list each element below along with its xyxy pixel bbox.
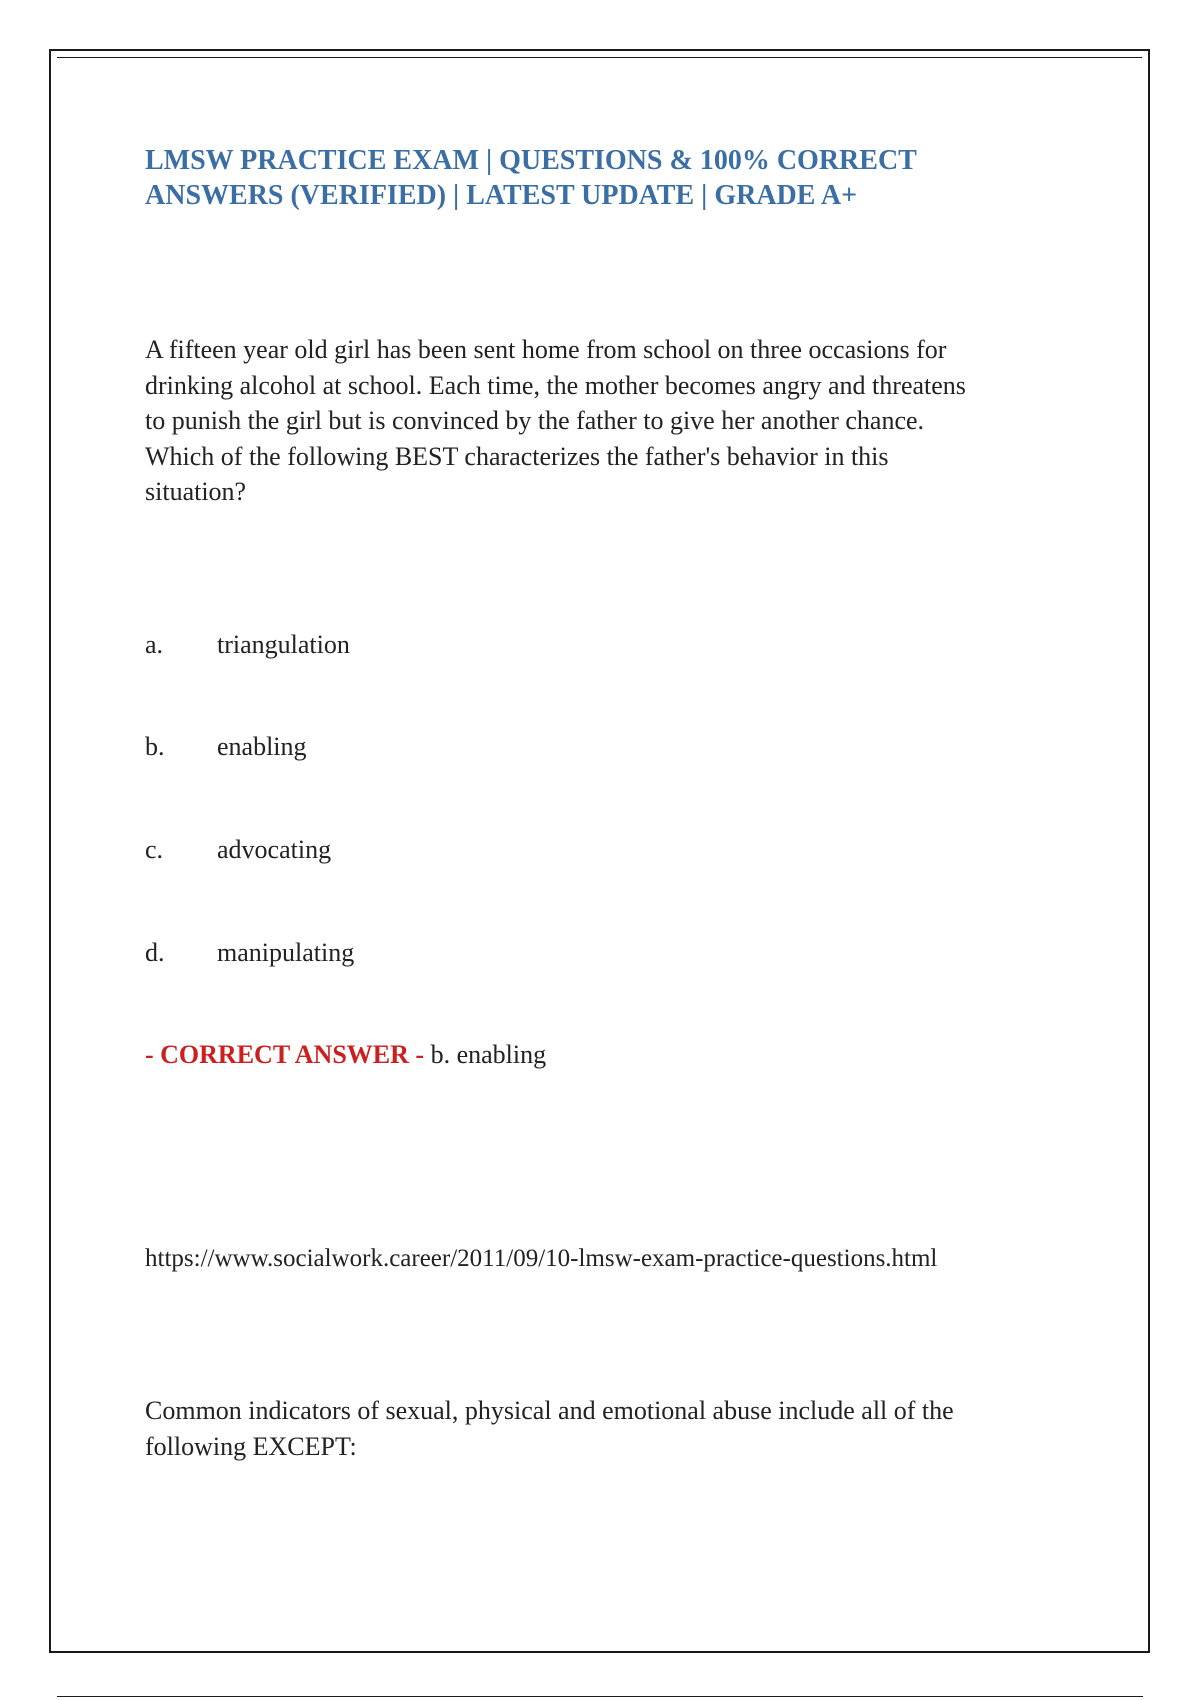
- title-line-1: LMSW PRACTICE EXAM | QUESTIONS & 100% CORRECT: [145, 145, 917, 176]
- question-2-text: [145, 1393, 1045, 1464]
- option-b: [145, 730, 845, 764]
- option-letter: d.: [145, 938, 165, 967]
- option-text: triangulation: [217, 630, 350, 659]
- option-c: [145, 833, 845, 867]
- question-1-line: to punish the girl but is convinced by the father to give her another chance.: [145, 406, 925, 435]
- option-d: [145, 936, 845, 970]
- question-2-line: Common indicators of sexual, physical and emotional abuse include all of the: [145, 1396, 954, 1425]
- question-2-line: following EXCEPT:: [145, 1431, 357, 1461]
- source-url: https://www.socialwork.career/2011/09/10-lmsw-exam-practice-questions.html: [145, 1245, 938, 1272]
- option-text: manipulating: [217, 938, 355, 967]
- document-title: [145, 143, 1045, 213]
- option-text: advocating: [217, 835, 332, 864]
- question-1-line: situation?: [145, 477, 247, 506]
- title-line-2: ANSWERS (VERIFIED) | LATEST UPDATE | GRADE A+: [145, 180, 858, 211]
- option-letter: a.: [145, 630, 164, 659]
- top-rule: [57, 57, 1142, 58]
- option-letter: b.: [145, 732, 165, 761]
- question-1-line: A fifteen year old girl has been sent home from school on three occasions for: [145, 335, 947, 364]
- question-1-line: drinking alcohol at school. Each time, the mother becomes angry and threatens: [145, 370, 966, 400]
- option-letter: c.: [145, 835, 164, 864]
- bottom-rule: [57, 1696, 1143, 1697]
- question-1-line: Which of the following BEST characterizes the father's behavior in this: [145, 441, 889, 471]
- option-a: [145, 628, 845, 662]
- correct-answer: [145, 1038, 945, 1072]
- correct-answer-label: - CORRECT ANSWER -: [145, 1040, 425, 1069]
- option-text: enabling: [217, 732, 307, 761]
- question-1-text: [145, 332, 1045, 510]
- correct-answer-value: b. enabling: [430, 1040, 547, 1069]
